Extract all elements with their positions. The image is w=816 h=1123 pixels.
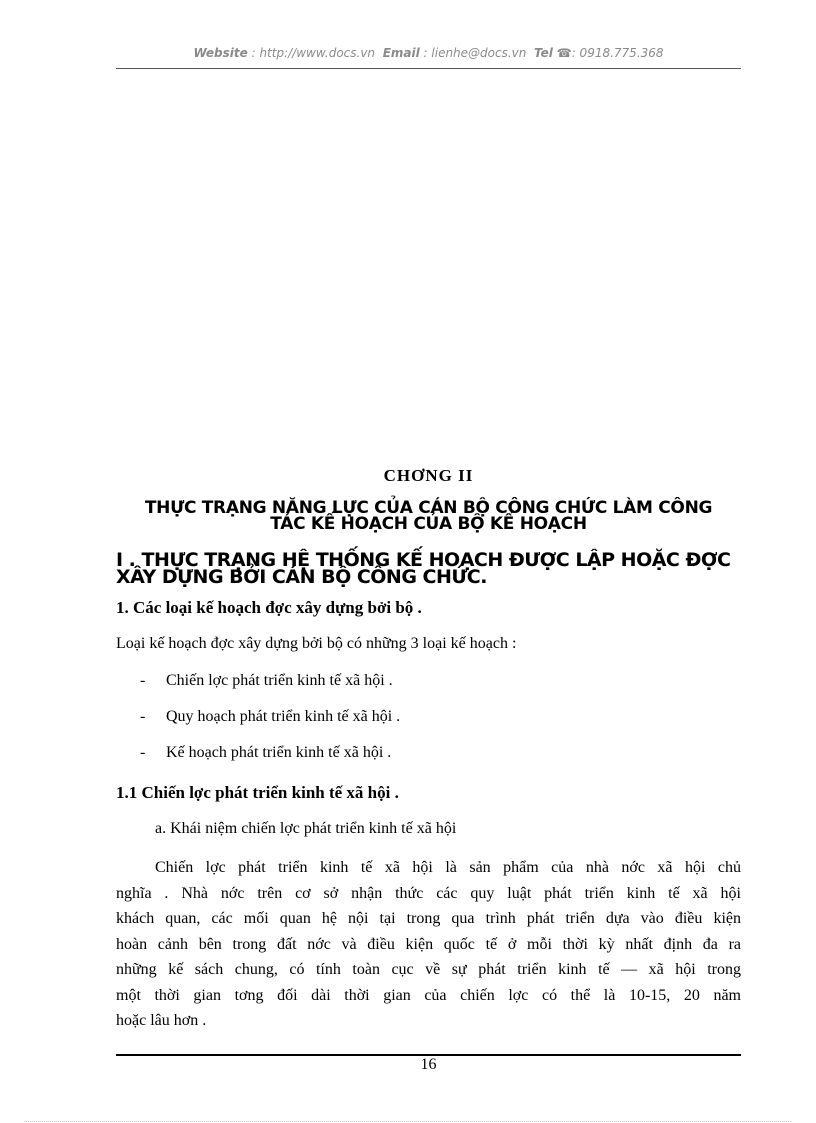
heading-1: 1. Các loại kế hoạch đợc xây dựng bởi bộ . — [116, 598, 422, 617]
page-number: 16 — [420, 1056, 437, 1073]
paragraph-line: những kế sách chung, có tính toàn cục về sự phát triển kinh tế — xã hội trong — [116, 961, 741, 978]
heading-1-1: 1.1 Chiến lợc phát triển kinh tế xã hội . — [116, 783, 399, 802]
email-value: : lienhe@docs.vn — [423, 46, 527, 60]
website-label: Website — [193, 46, 248, 60]
section-title — [116, 549, 741, 588]
list-item — [140, 744, 400, 780]
bullet-marker: - — [140, 744, 146, 761]
bullet-text: Kế hoạch phát triển kinh tế xã hội . — [166, 744, 392, 761]
paragraph-line: nghĩa . Nhà nớc trên cơ sở nhận thức các quy luật phát triển kinh tế xã hội — [116, 884, 741, 902]
page-header — [116, 46, 741, 69]
bullet-text: Quy hoạch phát triển kinh tế xã hội . — [166, 708, 401, 725]
body-paragraph — [116, 855, 741, 1034]
tel-label: Tel — [534, 46, 553, 60]
paragraph-line: hoàn cảnh bên trong đất nớc và điều kiện quốc tế ở mỗi thời kỳ nhất định đa ra — [116, 935, 741, 953]
section-title-line-1: I . THỰC TRẠNG HỆ THỐNG KẾ HOẠCH ĐƯỢC LẬP HOẶC ĐỢC — [116, 549, 731, 571]
bullet-marker: - — [140, 708, 146, 725]
paragraph-line: khách quan, các mối quan hệ nội tại trong qua trình phát triển dựa vào điều kiện — [116, 910, 741, 927]
chapter-heading: CHƠNG II — [383, 466, 474, 485]
email-label: Email — [382, 46, 420, 60]
main-title-line-2: TÁC KẾ HOẠCH CỦA BỘ KẾ HOẠCH — [270, 514, 587, 534]
page-edge-divider — [25, 1121, 791, 1122]
paragraph-line: hoặc lâu hơn . — [116, 1012, 207, 1029]
paragraph-line: một thời gian tơng đối dài thời gian của chiến lợc có thể là 10-15, 20 năm — [116, 986, 741, 1004]
bullet-list — [140, 672, 400, 780]
bullet-text: Chiến lợc phát triển kinh tế xã hội . — [166, 672, 393, 689]
list-item — [140, 708, 400, 744]
main-title — [116, 500, 741, 532]
website-value: : http://www.docs.vn — [251, 46, 376, 60]
phone-icon: ☎ — [556, 46, 572, 60]
intro-text: Loại kế hoạch đợc xây dựng bởi bộ có những 3 loại kế hoạch : — [116, 635, 517, 652]
main-title-line-1: THỰC TRẠNG NĂNG LỰC CỦA CÁN BỘ CÔNG CHỨC LÀM CÔNG — [144, 498, 713, 518]
paragraph-line: Chiến lợc phát triển kinh tế xã hội là sản phẩm của nhà nớc xã hội chủ — [155, 859, 741, 876]
subheading-a: a. Khái niệm chiến lợc phát triển kinh tế xã hội — [155, 820, 457, 837]
list-item — [140, 672, 400, 708]
section-title-line-2: XÂY DỰNG BỞI CÁN BỘ CÔNG CHỨC. — [116, 566, 487, 588]
bullet-marker: - — [140, 672, 146, 689]
tel-value: : 0918.775.368 — [571, 46, 664, 60]
